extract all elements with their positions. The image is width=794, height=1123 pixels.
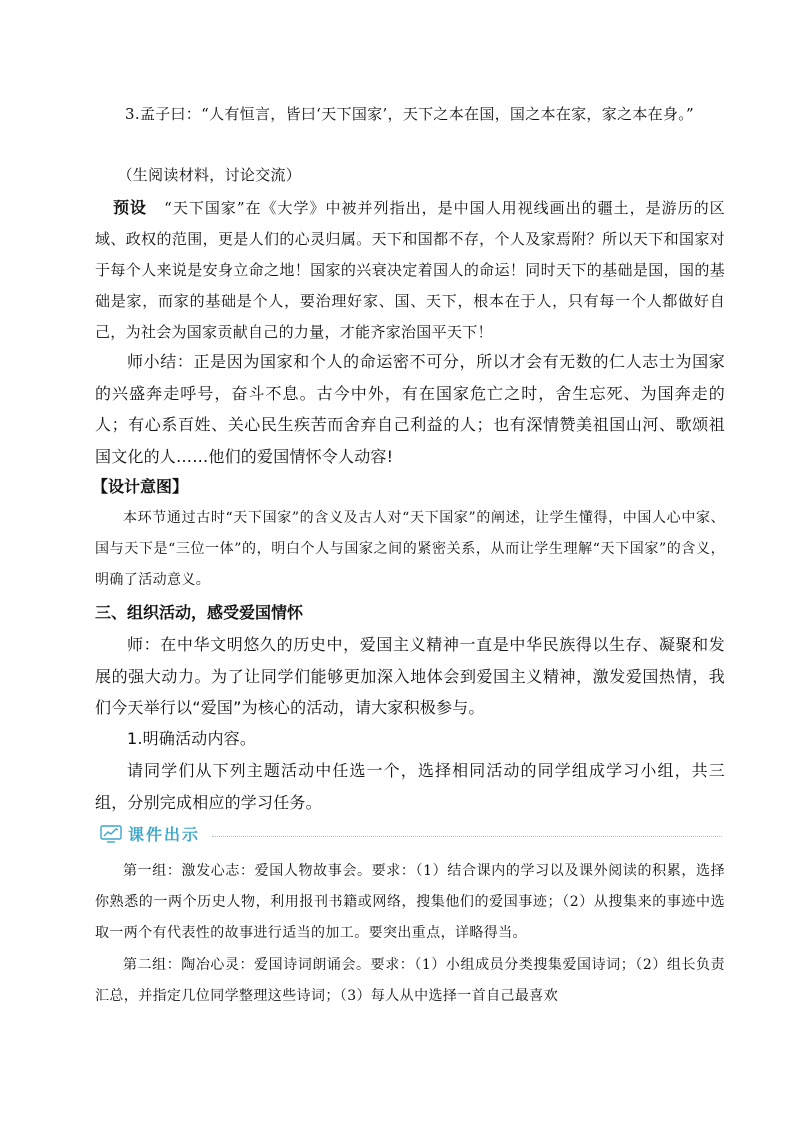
courseware-divider (212, 836, 722, 837)
paragraph-group-two: 第二组：陶冶心灵：爱国诗词朗诵会。要求：（1）小组成员分类搜集爱国诗词；（2）组长负责汇总，并指定几位同学整理这些诗词；（3）每人从中选择一首自己最喜欢 (95, 957, 725, 1004)
paragraph-step-one: 1.明确活动内容。 (127, 729, 257, 748)
paragraph-instructions: 请同学们从下列主题活动中任选一个，选择相同活动的同学组成学习小组，共三组，分别完成相应的学习任务。 (95, 761, 725, 812)
courseware-chart-icon (100, 825, 122, 843)
paragraph-teacher-intro: 师：在中华文明悠久的历史中，爱国主义精神一直是中华民族得以生存、凝聚和发展的强大动力。为了让同学们能够更加深入地体会到爱国主义精神，激发爱国热情，我们今天举行以“爱国”为核心的活动，请大家积极参与。 (95, 635, 725, 717)
paragraph-preset (95, 192, 725, 348)
paragraph-group-one: 第一组：激发心志：爱国人物故事会。要求：（1）结合课内的学习以及课外阅读的积累，选择你熟悉的一两个历史人物，利用报刊书籍或网络，搜集他们的爱国事迹；（2）从搜集来的事迹中选取一两个有代表性的故事进行适当的加工。要突出重点，详略得当。 (95, 863, 725, 941)
heading-design-intent: 【设计意图】 (92, 477, 189, 496)
paragraph-reading-note: （生阅读材料，讨论交流） (117, 166, 302, 184)
preset-label: 预设 (113, 198, 147, 217)
paragraph-mencius-quote: 3.孟子曰：“人有恒言，皆曰‘天下国家’，天下之本在国，国之本在家，家之本在身。” (125, 105, 694, 123)
courseware-header (100, 822, 722, 848)
preset-text: “天下国家”在《大学》中被并列指出，是中国人用视线画出的疆土，是游历的区域、政权的范围，更是人们的心灵归属。天下和国都不存，个人及家焉附？所以天下和国家对于每个人来说是安身立命之地！国家的兴衰决定着国人的命运！同时天下的基础是国，国的基础是家，而家的基础是个人，要治理好家、国、天下，根本在于人，只有每一个人都做好自己，为社会为国家贡献自己的力量，才能齐家治国平天下！ (95, 199, 725, 341)
paragraph-teacher-summary: 师小结：正是因为国家和个人的命运密不可分，所以才会有无数的仁人志士为国家的兴盛奔走呼号，奋斗不息。古今中外，有在国家危亡之时，舍生忘死、为国奔走的人；有心系百姓、关心民生疾苦而舍弃自己利益的人；也有深情赞美祖国山河、歌颂祖国文化的人……他们的爱国情怀令人动容! (95, 352, 725, 466)
heading-section-three: 三、组织活动，感受爱国情怀 (95, 603, 304, 622)
courseware-title: 课件出示 (128, 825, 201, 844)
paragraph-design-intent: 本环节通过古时“天下国家”的含义及古人对“天下国家”的阐述，让学生懂得，中国人心中家、国与天下是“三位一体”的，明白个人与国家之间的紧密关系，从而让学生理解“天下国家”的含义，明确了活动意义。 (95, 510, 725, 588)
